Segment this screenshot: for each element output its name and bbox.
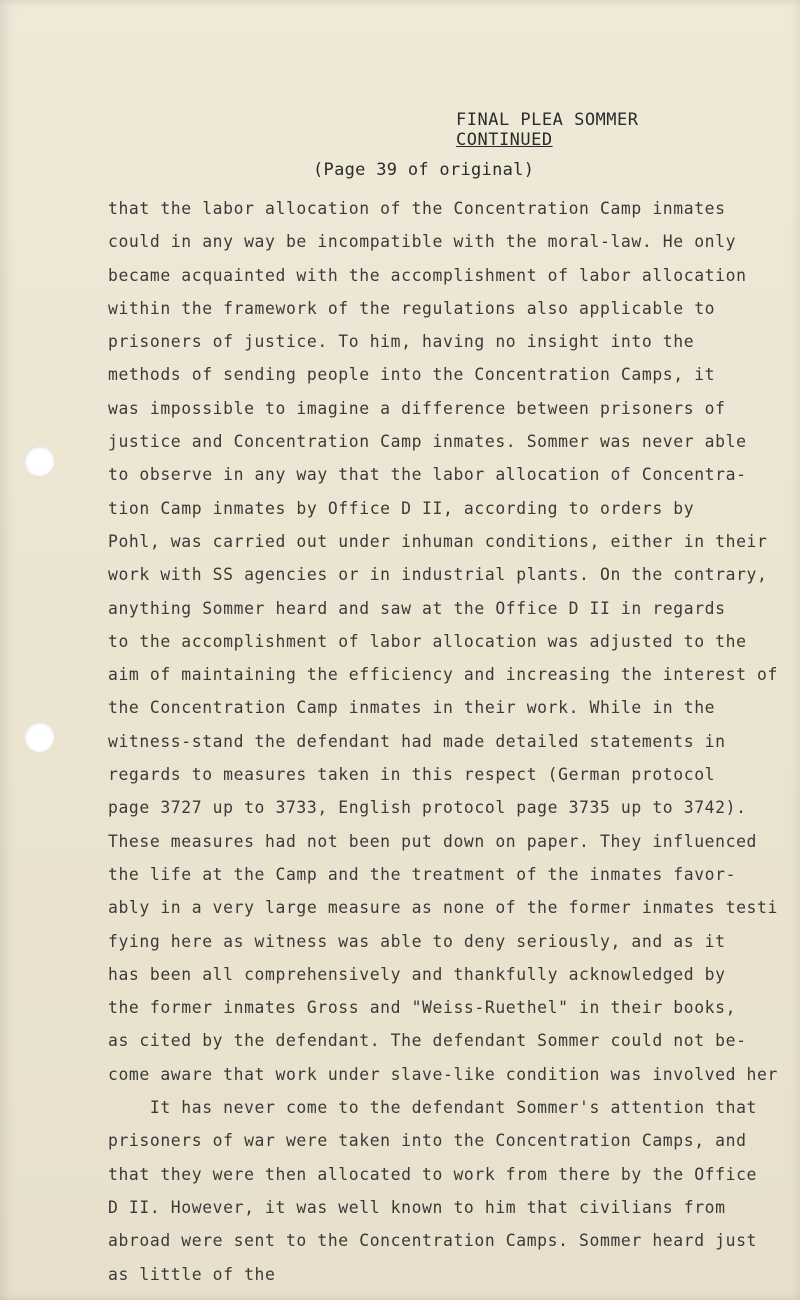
text-line: witness-stand the defendant had made detailed statements in (108, 731, 726, 751)
text-line: D II. However, it was well known to him that civilians from (108, 1197, 726, 1217)
text-line: could in any way be incompatible with the moral-law. He only (108, 232, 737, 252)
text-line: Pohl, was carried out under inhuman conditions, either in their (108, 531, 768, 551)
text-line: has been all comprehensively and thankfully acknowledged by (108, 964, 726, 984)
text-line: that the labor allocation of the Concentration Camp inmates (108, 199, 726, 218)
text-line: the former inmates Gross and "Weiss-Ruethel" in their books, (108, 998, 737, 1018)
text-line: to observe in any way that the labor allocation of Concentra- (108, 465, 747, 485)
text-line: as little of the (108, 1264, 276, 1284)
text-line: became acquainted with the accomplishment of labor allocation (108, 265, 747, 285)
text-line: These measures had not been put down on paper. They influenced (108, 831, 758, 851)
body-text (108, 192, 778, 1291)
text-line: tion Camp inmates by Office D II, according to orders by (108, 498, 695, 518)
page-reference: (Page 39 of original) (313, 160, 535, 180)
text-line: the life at the Camp and the treatment of the inmates favor- (108, 864, 737, 884)
text-line: the Concentration Camp inmates in their work. While in the (108, 698, 716, 718)
text-line: abroad were sent to the Concentration Camps. Sommer heard just (108, 1231, 758, 1251)
text-line: page 3727 up to 3733, English protocol page 3735 up to 3742). (108, 798, 747, 818)
text-line: regards to measures taken in this respect (German protocol (108, 765, 716, 785)
document-header (456, 110, 639, 150)
header-subtitle: CONTINUED (456, 130, 553, 150)
punch-hole (24, 446, 54, 476)
text-line: anything Sommer heard and saw at the Office D II in regards (108, 598, 726, 618)
text-line: that they were then allocated to work from there by the Office (108, 1164, 758, 1184)
text-line: to the accomplishment of labor allocation was adjusted to the (108, 631, 747, 651)
text-line: come aware that work under slave-like condition was involved her (108, 1064, 778, 1084)
text-line: fying here as witness was able to deny seriously, and as it (108, 931, 726, 951)
text-line: work with SS agencies or in industrial plants. On the contrary, (108, 565, 768, 585)
text-line: aim of maintaining the efficiency and increasing the interest of (108, 665, 778, 685)
text-line: justice and Concentration Camp inmates. Sommer was never able (108, 432, 747, 452)
text-line: methods of sending people into the Concentration Camps, it (108, 365, 716, 385)
text-line: prisoners of justice. To him, having no insight into the (108, 332, 695, 352)
text-line: within the framework of the regulations also applicable to (108, 298, 716, 318)
text-line: ably in a very large measure as none of the former inmates testi (108, 898, 778, 918)
text-line: as cited by the defendant. The defendant Sommer could not be- (108, 1031, 747, 1051)
punch-hole (24, 722, 54, 752)
header-title: FINAL PLEA SOMMER (456, 110, 639, 130)
text-line: prisoners of war were taken into the Concentration Camps, and (108, 1131, 747, 1151)
text-line: was impossible to imagine a difference between prisoners of (108, 398, 726, 418)
text-line: It has never come to the defendant Sommer's attention that (108, 1098, 758, 1118)
